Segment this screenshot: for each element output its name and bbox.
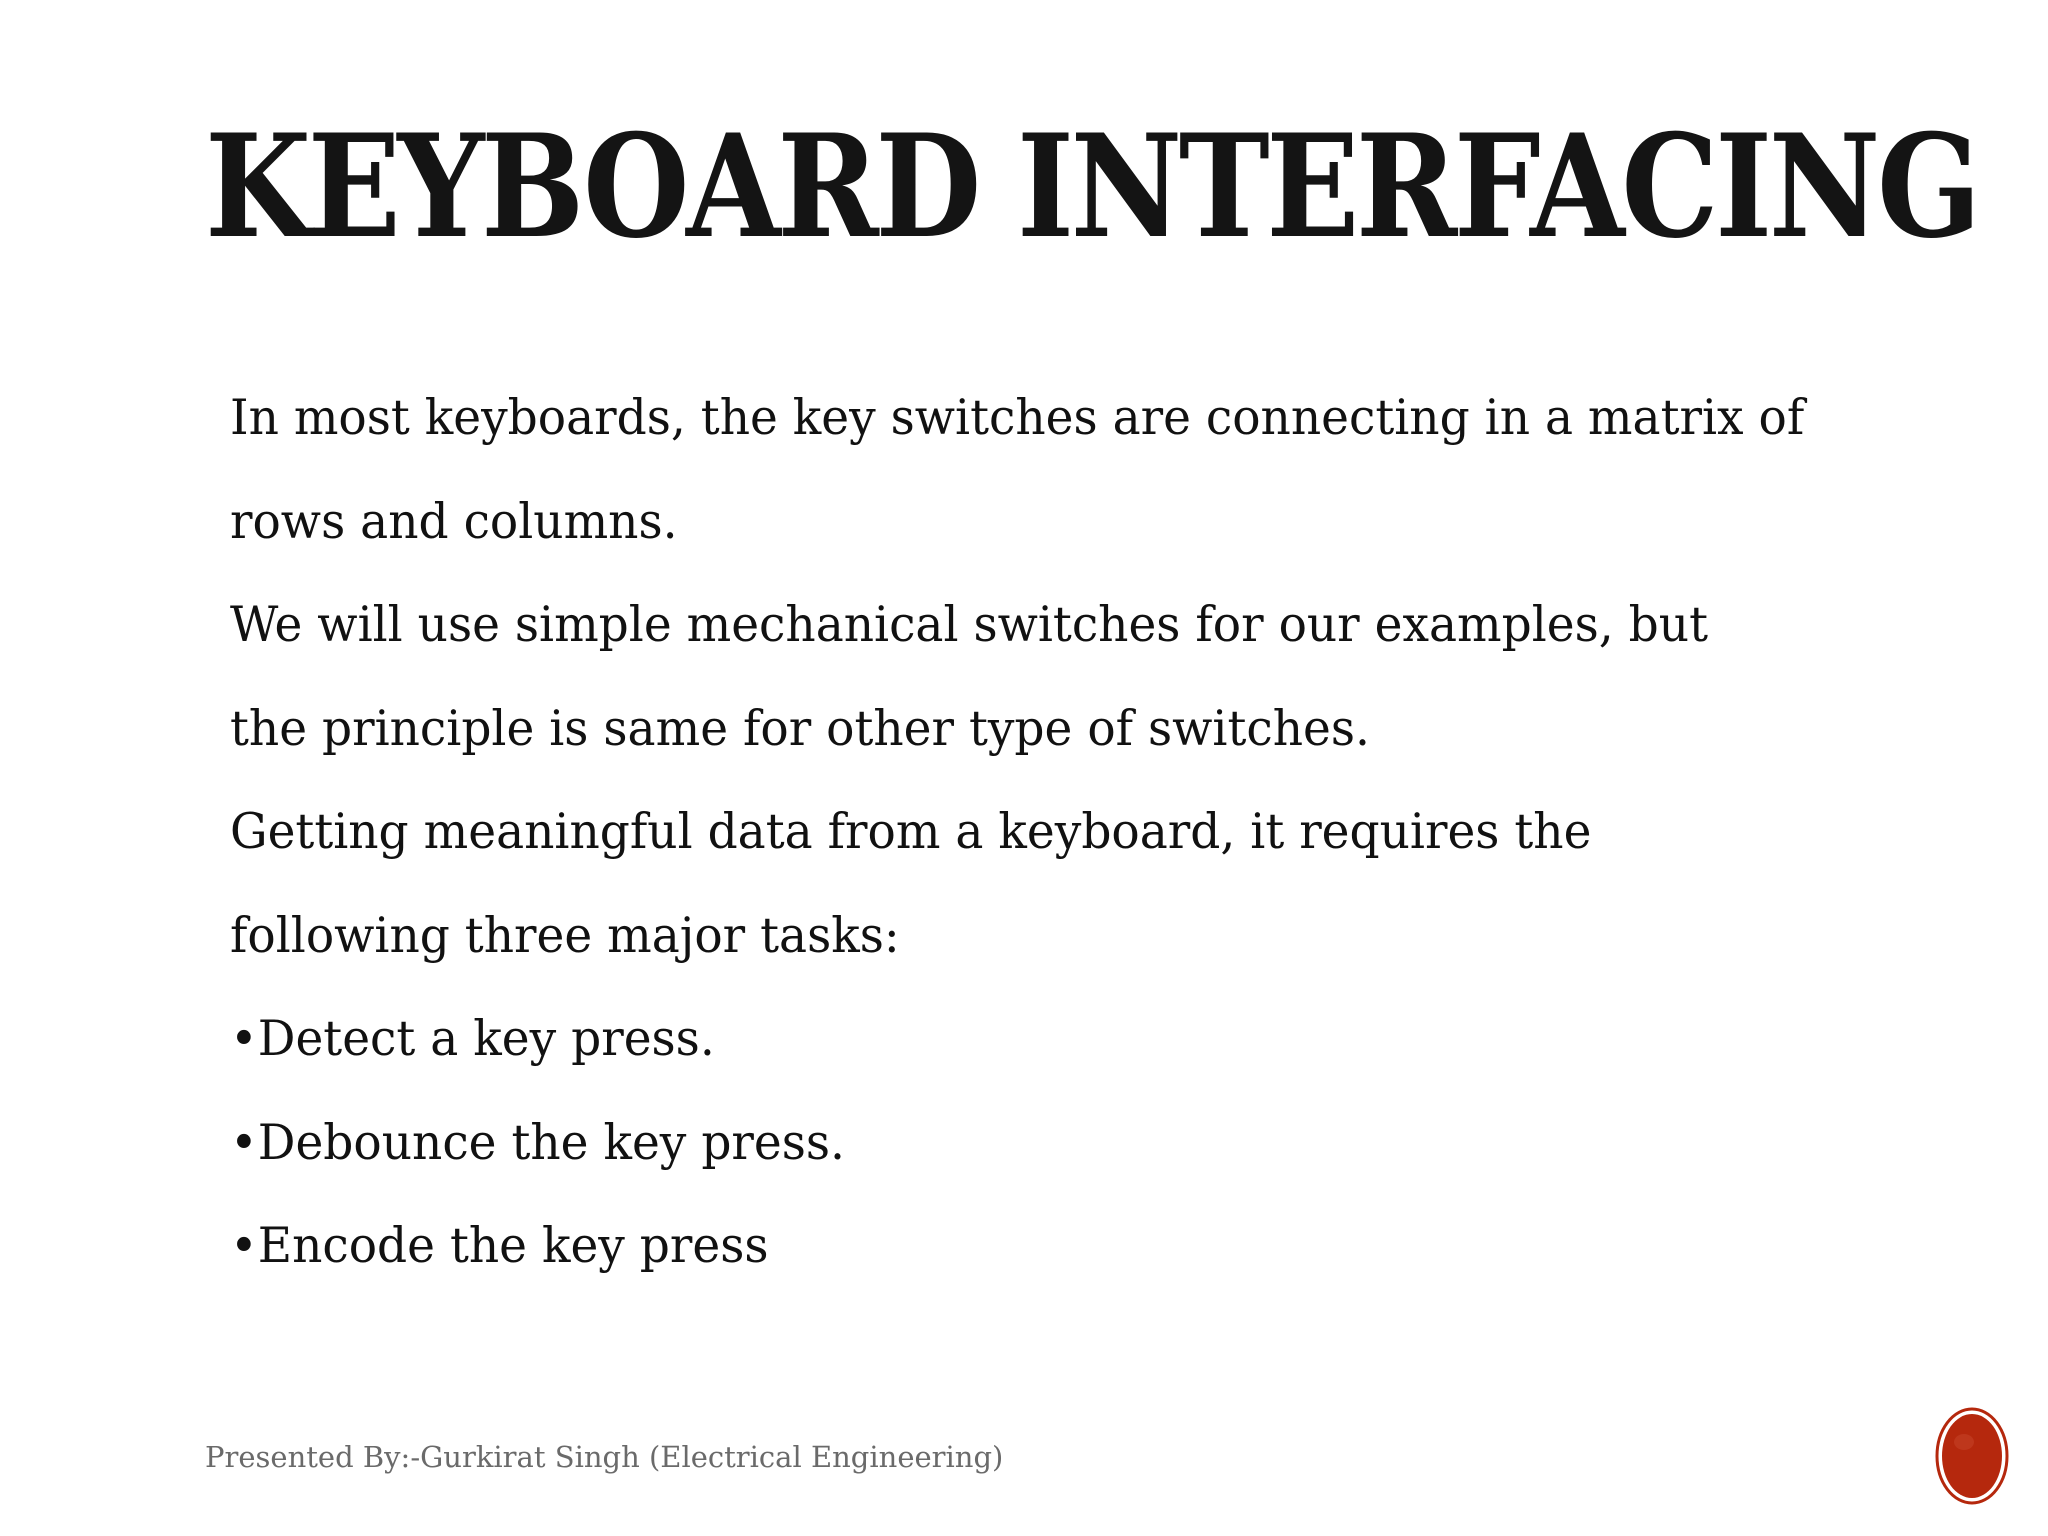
body-line: following three major tasks: [230, 906, 900, 964]
body-line: Getting meaningful data from a keyboard, it requires the [230, 803, 1592, 860]
slide-top-edge [0, 0, 2048, 6]
bullet-item: •Detect a key press. [230, 1010, 715, 1067]
bullet-item: •Debounce the key press. [230, 1113, 845, 1171]
slide-body [230, 366, 2010, 1298]
slide-footer: Presented By:-Gurkirat Singh (Electrical Engineering) [205, 1440, 1004, 1474]
body-line: rows and columns. [230, 492, 678, 550]
body-line: We will use simple mechanical switches for our examples, but [230, 596, 1708, 653]
bullet-item: •Encode the key press [230, 1217, 769, 1274]
slide-title: KEYBOARD INTERFACING [205, 104, 1978, 270]
slide-number-badge-icon [1934, 1406, 2010, 1506]
body-line: In most keyboards, the key switches are connecting in a matrix of [230, 389, 1805, 446]
body-line: the principle is same for other type of switches. [230, 699, 1370, 757]
